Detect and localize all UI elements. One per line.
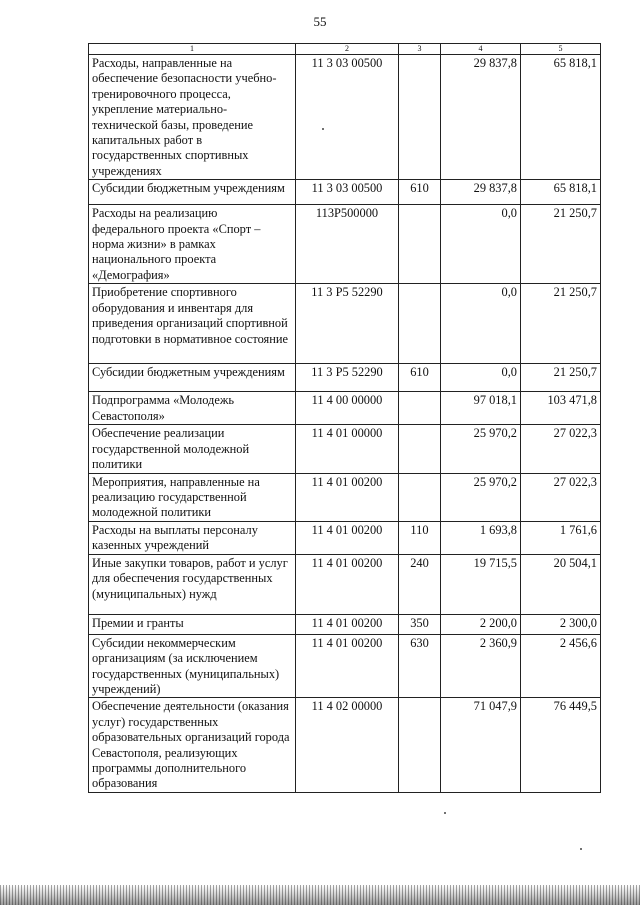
row-type-cell: 630 [399,634,441,698]
column-number-1: 1 [89,44,296,55]
row-type-cell [399,698,441,792]
row-amount-1-cell: 25 970,2 [441,473,521,521]
scan-speck [322,128,324,130]
row-amount-2-cell: 65 818,1 [521,180,601,205]
scan-speck [444,812,446,814]
row-amount-1-cell: 29 837,8 [441,55,521,180]
row-amount-2-cell: 2 300,0 [521,614,601,634]
row-amount-2-cell: 1 761,6 [521,521,601,554]
row-name-cell: Обеспечение деятельности (оказания услуг) государственных образовательных организаций города Севастополя, реализующих программы дополнительного образования [89,698,296,792]
row-name-cell: Обеспечение реализации государственной молодежной политики [89,425,296,473]
row-name-cell: Расходы, направленные на обеспечение безопасности учебно-тренировочного процесса, укрепление материально-технической базы, проведение капитальных работ в государственных спортивных учреждениях [89,55,296,180]
row-amount-2-cell: 27 022,3 [521,425,601,473]
page-number: 55 [313,14,327,29]
row-amount-2-cell: 20 504,1 [521,554,601,614]
row-code-cell: 11 4 01 00200 [296,473,399,521]
row-name-cell: Премии и гранты [89,614,296,634]
row-amount-1-cell: 25 970,2 [441,425,521,473]
column-number-4: 4 [441,44,521,55]
row-name-cell: Иные закупки товаров, работ и услуг для обеспечения государственных (муниципальных) нужд [89,554,296,614]
row-code-cell: 11 4 01 00200 [296,554,399,614]
column-number-3: 3 [399,44,441,55]
row-code-cell: 11 4 01 00200 [296,634,399,698]
row-name-cell: Субсидии бюджетным учреждениям [89,364,296,392]
row-amount-2-cell: 76 449,5 [521,698,601,792]
table-row [89,425,601,473]
row-code-cell: 11 3 03 00500 [296,55,399,180]
row-code-cell: 11 4 01 00200 [296,614,399,634]
row-name-cell: Расходы на выплаты персоналу казенных учреждений [89,521,296,554]
table-row [89,473,601,521]
row-type-cell: 610 [399,180,441,205]
row-amount-1-cell: 0,0 [441,284,521,364]
row-type-cell: 240 [399,554,441,614]
table-row [89,284,601,364]
row-amount-2-cell: 21 250,7 [521,284,601,364]
row-type-cell [399,284,441,364]
table-row [89,554,601,614]
row-type-cell: 350 [399,614,441,634]
scan-edge-artifact [0,885,640,905]
row-type-cell [399,205,441,284]
table-row [89,521,601,554]
table-row [89,55,601,180]
table-row [89,180,601,205]
row-amount-1-cell: 97 018,1 [441,392,521,425]
row-code-cell: 11 4 01 00000 [296,425,399,473]
row-type-cell [399,392,441,425]
row-amount-2-cell: 27 022,3 [521,473,601,521]
table-row [89,205,601,284]
row-code-cell: 11 3 P5 52290 [296,364,399,392]
table-row [89,698,601,792]
row-amount-2-cell: 103 471,8 [521,392,601,425]
table-row [89,634,601,698]
scan-speck [580,848,582,850]
row-code-cell: 11 3 P5 52290 [296,284,399,364]
row-amount-1-cell: 1 693,8 [441,521,521,554]
row-amount-1-cell: 0,0 [441,205,521,284]
row-amount-2-cell: 21 250,7 [521,364,601,392]
column-number-2: 2 [296,44,399,55]
row-type-cell [399,473,441,521]
row-amount-2-cell: 65 818,1 [521,55,601,180]
row-code-cell: 113P500000 [296,205,399,284]
row-code-cell: 11 4 02 00000 [296,698,399,792]
row-name-cell: Субсидии бюджетным учреждениям [89,180,296,205]
row-amount-2-cell: 21 250,7 [521,205,601,284]
row-name-cell: Мероприятия, направленные на реализацию государственной молодежной политики [89,473,296,521]
row-name-cell: Подпрограмма «Молодежь Севастополя» [89,392,296,425]
column-number-5: 5 [521,44,601,55]
budget-table [88,43,601,793]
table-row [89,364,601,392]
table-row [89,392,601,425]
budget-table-body [89,44,601,793]
row-amount-1-cell: 71 047,9 [441,698,521,792]
column-number-row [89,44,601,55]
row-amount-1-cell: 2 360,9 [441,634,521,698]
row-name-cell: Приобретение спортивного оборудования и инвентаря для приведения организаций спортивной подготовки в нормативное состояние [89,284,296,364]
row-name-cell: Субсидии некоммерческим организациям (за исключением государственных (муниципальных) учреждений) [89,634,296,698]
row-type-cell: 110 [399,521,441,554]
row-type-cell: 610 [399,364,441,392]
row-amount-2-cell: 2 456,6 [521,634,601,698]
table-row [89,614,601,634]
row-amount-1-cell: 2 200,0 [441,614,521,634]
row-amount-1-cell: 0,0 [441,364,521,392]
row-name-cell: Расходы на реализацию федерального проекта «Спорт – норма жизни» в рамках национального проекта «Демография» [89,205,296,284]
row-code-cell: 11 4 00 00000 [296,392,399,425]
row-amount-1-cell: 29 837,8 [441,180,521,205]
row-code-cell: 11 4 01 00200 [296,521,399,554]
row-amount-1-cell: 19 715,5 [441,554,521,614]
row-code-cell: 11 3 03 00500 [296,180,399,205]
row-type-cell [399,425,441,473]
row-type-cell [399,55,441,180]
